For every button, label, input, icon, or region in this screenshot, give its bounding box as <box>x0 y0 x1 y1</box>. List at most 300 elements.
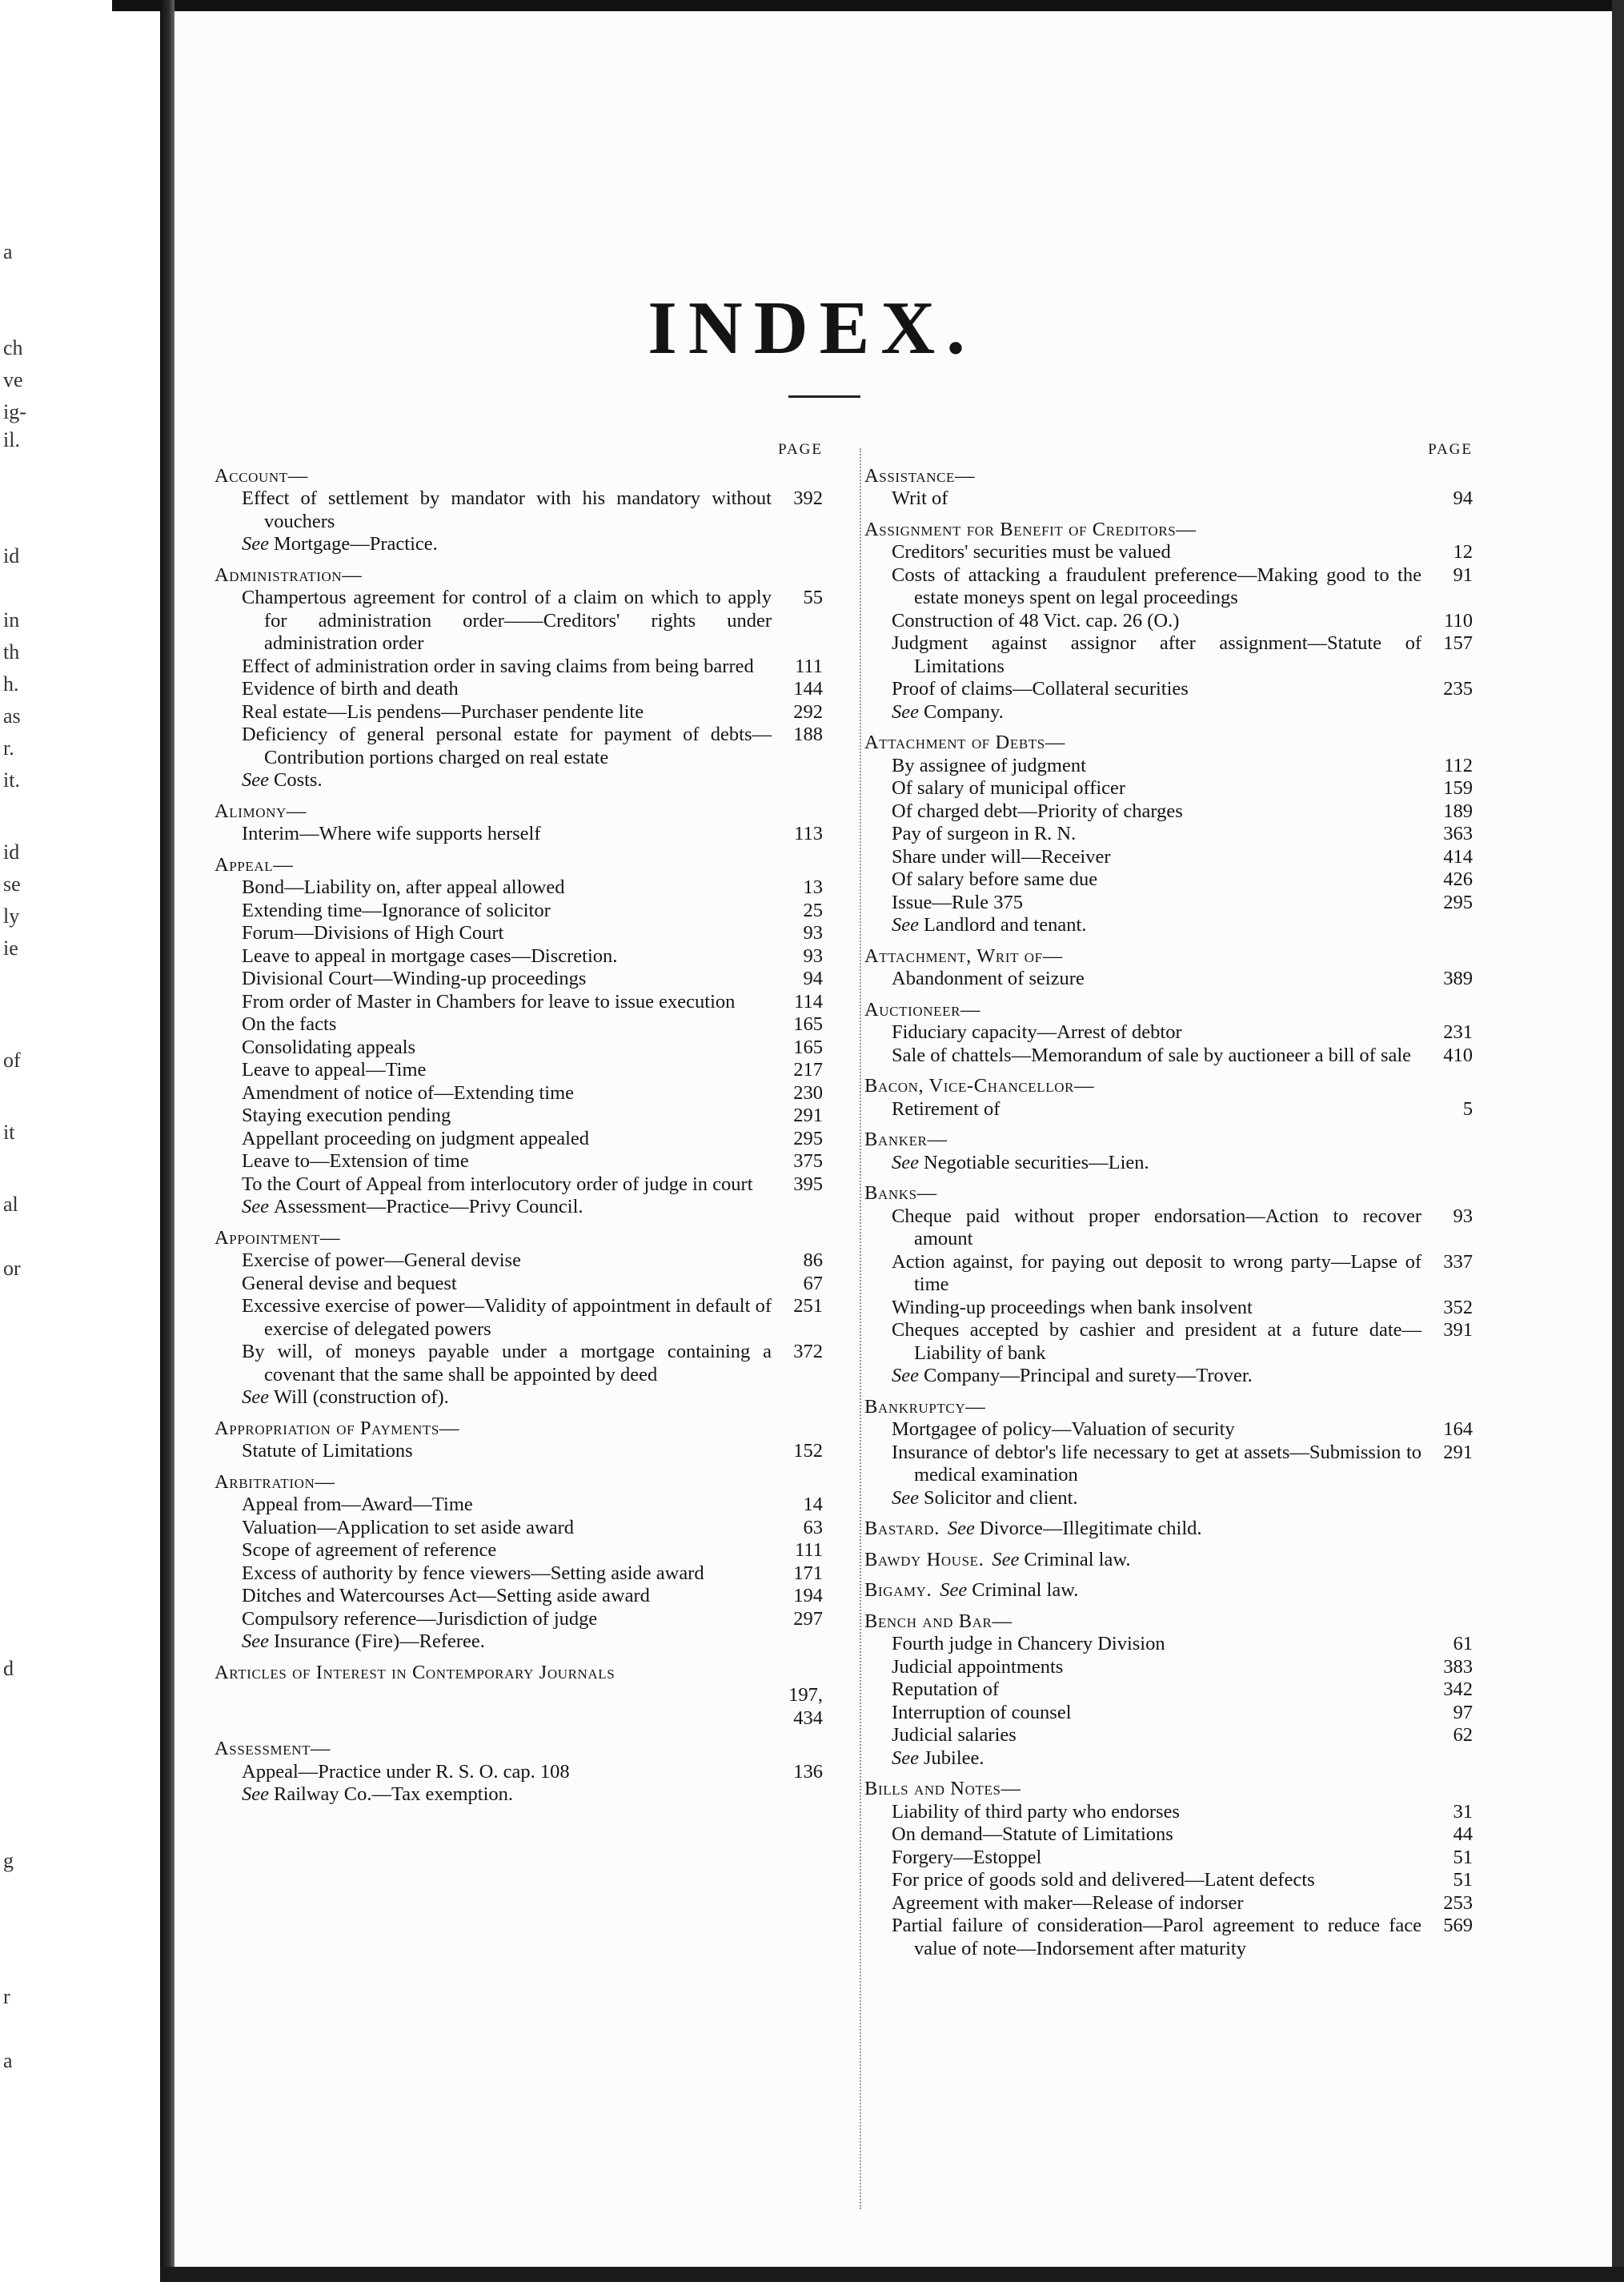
entry-text: By assignee of judgment <box>892 754 1086 776</box>
index-entry <box>864 1251 1473 1297</box>
index-entry <box>215 1249 823 1273</box>
entry-text: Partial failure of consideration—Parol agreement to reduce face value of note—Indorsement after maturity <box>892 1915 1422 1959</box>
entry-page-number: 251 <box>793 1295 823 1317</box>
section-heading: Bacon, Vice-Chancellor— <box>864 1075 1095 1097</box>
entry-page-number: 97 <box>1453 1701 1473 1723</box>
facing-page-fragment: ie <box>3 936 18 960</box>
entry-text: Fiduciary capacity—Arrest of debtor <box>892 1021 1182 1043</box>
entry-text: On the facts <box>242 1013 337 1035</box>
entry-page-number: 86 <box>803 1249 823 1271</box>
section-heading: Bench and Bar— <box>864 1610 1012 1632</box>
entry-page-number: 383 <box>1443 1655 1473 1678</box>
facing-page-fragment: h. <box>3 672 19 696</box>
entry-page-number: 51 <box>1453 1869 1473 1891</box>
index-section <box>864 1549 1473 1572</box>
section-heading: Articles of Interest in Contemporary Journals <box>215 1661 616 1683</box>
entry-page-number: 67 <box>803 1272 823 1294</box>
entry-page-number: 395 <box>793 1173 823 1195</box>
entry-text: Appeal—Practice under R. S. O. cap. 108 <box>242 1760 570 1783</box>
section-heading: Alimony— <box>215 800 307 822</box>
facing-page-fragment: ch <box>3 336 23 359</box>
entry-text: Appellant proceeding on judgment appealed <box>242 1127 590 1149</box>
entry-page-number: 197, 434 <box>788 1684 823 1729</box>
see-reference <box>215 533 823 556</box>
index-entry <box>864 777 1473 800</box>
entry-page-number: 159 <box>1443 777 1473 799</box>
index-entry <box>864 868 1473 892</box>
entry-text: Champertous agreement for control of a claim on which to apply for administration order——Creditors' rights under administration order <box>242 587 772 654</box>
entry-text: Amendment of notice of—Extending time <box>242 1081 575 1104</box>
entry-text: On demand—Statute of Limitations <box>892 1823 1173 1845</box>
entry-text: Effect of settlement by mandator with his mandatory without vouchers <box>242 487 772 532</box>
see-word: See <box>892 914 919 936</box>
index-entry <box>864 1045 1473 1068</box>
entry-text: By will, of moneys payable under a mortgage containing a covenant that the same shall be appointed by deed <box>242 1341 772 1386</box>
entry-text: Cheques accepted by cashier and president at a future date—Liability of bank <box>892 1319 1422 1364</box>
entry-page-number: 61 <box>1453 1633 1473 1654</box>
entry-page-number: 14 <box>803 1494 823 1515</box>
index-entry <box>864 1021 1473 1045</box>
index-section <box>864 1129 1473 1174</box>
entry-text: Deficiency of general personal estate for payment of debts—Contribution portions charged on real estate <box>242 724 772 768</box>
see-word: See <box>947 1518 975 1539</box>
section-heading: Arbitration— <box>215 1470 335 1493</box>
index-entry <box>215 1273 823 1296</box>
facing-page-fragment: r <box>3 1985 10 2008</box>
entry-text: Of salary of municipal officer <box>892 777 1126 799</box>
index-entry <box>864 487 1473 511</box>
entry-text: Scope of agreement of reference <box>242 1539 497 1561</box>
section-heading: Attachment, Writ of— <box>864 944 1063 967</box>
entry-page-number: 63 <box>803 1516 823 1538</box>
see-target: Will (construction of). <box>274 1386 449 1408</box>
entry-text: Abandonment of seizure <box>892 968 1085 989</box>
see-reference <box>864 701 1473 724</box>
index-entry <box>864 755 1473 778</box>
entry-page-number: 94 <box>803 968 823 989</box>
entry-text: Excess of authority by fence viewers—Setting aside award <box>242 1562 704 1584</box>
entry-text: Appeal from—Award—Time <box>242 1494 473 1515</box>
facing-page-fragment: it. <box>3 768 20 792</box>
entry-page-number: 157 <box>1443 632 1473 654</box>
index-entry <box>215 1684 823 1730</box>
entry-page-number: 5 <box>1462 1097 1473 1120</box>
index-entry <box>864 610 1473 633</box>
entry-page-number: 171 <box>793 1562 823 1584</box>
index-entry <box>215 1173 823 1197</box>
entry-page-number: 295 <box>1443 891 1473 913</box>
see-target: Solicitor and client. <box>924 1486 1078 1509</box>
entry-text: Mortgagee of policy—Valuation of security <box>892 1418 1235 1440</box>
index-entry <box>864 1633 1473 1656</box>
entry-text: Bond—Liability on, after appeal allowed <box>242 876 565 898</box>
entry-page-number: 165 <box>793 1013 823 1035</box>
entry-text: Real estate—Lis pendens—Purchaser pendente lite <box>242 700 644 723</box>
entry-page-number: 217 <box>793 1059 823 1081</box>
entry-page-number: 297 <box>793 1607 823 1630</box>
entry-text: Proof of claims—Collateral securities <box>892 678 1189 700</box>
entry-text: Costs of attacking a fraudulent preference—Making good to the estate moneys spent on legal proceedings <box>892 563 1422 608</box>
entry-text: Exercise of power—General devise <box>242 1249 521 1271</box>
entry-text: Winding-up proceedings when bank insolvent <box>892 1296 1253 1318</box>
index-entry <box>215 900 823 923</box>
index-entry <box>215 922 823 945</box>
entry-page-number: 363 <box>1443 823 1473 844</box>
entry-page-number: 189 <box>1443 800 1473 822</box>
entry-text: Fourth judge in Chancery Division <box>892 1633 1165 1654</box>
index-entry <box>215 945 823 969</box>
title-rule <box>788 395 860 398</box>
see-target: Criminal law. <box>1024 1548 1131 1570</box>
index-entry <box>864 1442 1473 1487</box>
see-reference <box>992 1549 1130 1570</box>
entry-text: Action against, for paying out deposit to wrong party—Lapse of time <box>892 1250 1422 1295</box>
entry-text: Agreement with maker—Release of indorser <box>892 1891 1244 1914</box>
entry-page-number: 110 <box>1444 609 1473 632</box>
facing-page-fragment: in <box>3 608 20 632</box>
entry-page-number: 337 <box>1443 1250 1473 1273</box>
entry-text: Judicial salaries <box>892 1724 1017 1746</box>
see-target: Mortgage—Practice. <box>274 533 438 555</box>
see-word: See <box>892 1365 919 1386</box>
entry-text: Retirement of <box>892 1097 1000 1120</box>
entry-text: For price of goods sold and delivered—Latent defects <box>892 1869 1315 1891</box>
index-entry <box>215 1037 823 1060</box>
entry-page-number: 93 <box>803 944 823 967</box>
section-heading: Banks— <box>864 1182 937 1204</box>
index-entry <box>864 823 1473 846</box>
entry-page-number: 55 <box>803 587 823 608</box>
entry-text: Compulsory reference—Jurisdiction of judge <box>242 1607 598 1630</box>
entry-text: Judgment against assignor after assignment—Statute of Limitations <box>892 632 1422 677</box>
entry-page-number: 136 <box>793 1760 823 1783</box>
index-entry <box>215 1539 823 1562</box>
section-heading: Banker— <box>864 1129 948 1150</box>
section-heading: Appropriation of Payments— <box>215 1417 459 1439</box>
entry-text: From order of Master in Chambers for leave to issue execution <box>242 990 736 1013</box>
facing-page-fragment: or <box>3 1257 21 1280</box>
index-entry <box>864 846 1473 869</box>
index-entry <box>864 1801 1473 1824</box>
section-heading: Assessment— <box>215 1738 331 1759</box>
entry-page-number: 426 <box>1443 868 1473 890</box>
see-word: See <box>242 1630 269 1652</box>
section-heading: Bastard. <box>864 1518 940 1539</box>
entry-text: Issue—Rule 375 <box>892 891 1023 913</box>
entry-page-number: 253 <box>1443 1891 1473 1914</box>
section-heading: Appeal— <box>215 853 294 876</box>
see-word: See <box>940 1579 968 1601</box>
index-entry <box>864 632 1473 678</box>
left-column <box>215 439 823 1815</box>
page-top-edge <box>112 0 1624 11</box>
index-entry <box>215 678 823 701</box>
see-target: Company—Principal and surety—Trover. <box>924 1365 1253 1386</box>
see-reference <box>215 1783 823 1807</box>
index-entry <box>864 1823 1473 1847</box>
index-section <box>215 465 823 556</box>
facing-page-fragment: ve <box>3 368 23 391</box>
index-entry <box>215 587 823 656</box>
index-entry <box>215 1440 823 1463</box>
entry-page-number: 93 <box>803 922 823 944</box>
index-title: INDEX. <box>648 287 976 370</box>
page-column-label: PAGE <box>1428 441 1473 458</box>
section-heading: Account— <box>215 464 308 487</box>
see-target: Railway Co.—Tax exemption. <box>274 1783 514 1805</box>
entry-page-number: 392 <box>793 487 823 509</box>
entry-text: Excessive exercise of power—Validity of appointment in default of exercise of delegated powers <box>242 1295 772 1340</box>
entry-page-number: 389 <box>1443 968 1473 989</box>
index-entry <box>864 1205 1473 1251</box>
see-reference <box>948 1518 1202 1539</box>
see-target: Company. <box>924 700 1004 723</box>
section-heading: Assignment for Benefit of Creditors— <box>864 518 1197 540</box>
index-section <box>864 999 1473 1068</box>
see-reference <box>864 914 1473 937</box>
index-entry <box>864 1319 1473 1365</box>
see-target: Negotiable securities—Lien. <box>924 1151 1149 1173</box>
index-section <box>215 564 823 792</box>
entry-text: Insurance of debtor's life necessary to get at assets—Submission to medical examination <box>892 1441 1422 1486</box>
entry-text: Leave to appeal—Time <box>242 1059 427 1081</box>
index-entry <box>215 1105 823 1128</box>
entry-text: Of charged debt—Priority of charges <box>892 800 1183 822</box>
entry-text: Creditors' securities must be valued <box>892 541 1171 563</box>
section-heading: Bawdy House. <box>864 1548 984 1570</box>
section-heading: Auctioneer— <box>864 998 981 1021</box>
entry-page-number: 13 <box>803 876 823 898</box>
see-reference <box>864 1152 1473 1175</box>
entry-page-number: 414 <box>1443 845 1473 868</box>
entry-text: Ditches and Watercourses Act—Setting aside award <box>242 1585 650 1606</box>
entry-text: Forgery—Estoppel <box>892 1846 1042 1868</box>
index-entry <box>215 1150 823 1173</box>
see-target: Landlord and tenant. <box>924 914 1087 936</box>
index-entry <box>215 656 823 679</box>
see-reference <box>864 1487 1473 1510</box>
see-word: See <box>242 769 269 791</box>
index-entry <box>215 1128 823 1151</box>
see-target: Criminal law. <box>972 1579 1079 1601</box>
entry-page-number: 230 <box>793 1081 823 1104</box>
page-column-label: PAGE <box>778 441 823 458</box>
entry-page-number: 188 <box>793 724 823 745</box>
index-entry <box>864 1297 1473 1320</box>
entry-text: Reputation of <box>892 1678 1000 1700</box>
index-entry <box>864 1915 1473 1960</box>
see-word: See <box>892 700 919 723</box>
facing-page-fragment: as <box>3 704 21 728</box>
index-entry <box>864 678 1473 701</box>
entry-page-number: 152 <box>793 1440 823 1462</box>
entry-page-number: 569 <box>1443 1915 1473 1936</box>
entry-text: Evidence of birth and death <box>242 678 459 700</box>
index-entry <box>215 968 823 991</box>
entry-page-number: 114 <box>794 990 823 1013</box>
facing-page-fragment: ig- <box>3 400 26 423</box>
index-entry <box>215 1295 823 1341</box>
index-entry <box>864 1678 1473 1702</box>
index-section <box>864 1579 1473 1602</box>
entry-page-number: 194 <box>793 1585 823 1606</box>
facing-page-fragment: r. <box>3 736 14 760</box>
entry-page-number: 410 <box>1443 1044 1473 1066</box>
see-word: See <box>242 533 269 555</box>
index-entry <box>215 1608 823 1631</box>
index-entry <box>215 1585 823 1608</box>
page-bottom-edge <box>160 2267 1624 2282</box>
section-heading: Bankruptcy— <box>864 1395 986 1418</box>
entry-text: Staying execution pending <box>242 1105 451 1126</box>
see-reference <box>215 769 823 792</box>
entry-page-number: 235 <box>1443 678 1473 700</box>
entry-page-number: 112 <box>1444 754 1473 776</box>
index-section <box>864 732 1473 937</box>
see-word: See <box>242 1196 269 1217</box>
section-heading: Bills and Notes— <box>864 1778 1021 1799</box>
entry-page-number: 292 <box>793 700 823 723</box>
see-target: Costs. <box>274 769 323 791</box>
entry-page-number: 164 <box>1443 1418 1473 1440</box>
index-entry <box>864 1098 1473 1121</box>
entry-page-number: 91 <box>1453 563 1473 586</box>
entry-text: Judicial appointments <box>892 1655 1064 1678</box>
entry-text: Statute of Limitations <box>242 1440 413 1462</box>
see-reference <box>215 1196 823 1219</box>
entry-page-number: 25 <box>803 899 823 921</box>
entry-text: Cheque paid without proper endorsation—Action to recover amount <box>892 1205 1422 1249</box>
index-section <box>864 519 1473 724</box>
entry-page-number: 12 <box>1453 541 1473 563</box>
entry-page-number: 375 <box>793 1150 823 1172</box>
facing-page-fragment: a <box>3 2049 13 2072</box>
entry-text: To the Court of Appeal from interlocutory order of judge in court <box>242 1173 753 1195</box>
index-section <box>864 1518 1473 1541</box>
entry-page-number: 231 <box>1443 1021 1473 1043</box>
index-entry <box>864 1892 1473 1915</box>
index-entry <box>864 1847 1473 1870</box>
index-section <box>215 1738 823 1807</box>
entry-page-number: 372 <box>793 1341 823 1362</box>
entry-page-number: 295 <box>793 1127 823 1149</box>
entry-page-number: 342 <box>1443 1678 1473 1700</box>
entry-text: Leave to—Extension of time <box>242 1150 469 1172</box>
index-section <box>215 1662 823 1731</box>
facing-page-fragment: of <box>3 1049 21 1072</box>
index-section <box>864 1075 1473 1121</box>
see-word: See <box>992 1548 1020 1570</box>
index-entry <box>215 487 823 533</box>
entry-text: Sale of chattels—Memorandum of sale by auctioneer a bill of sale <box>892 1044 1412 1066</box>
index-entry <box>215 1013 823 1037</box>
see-word: See <box>892 1747 919 1769</box>
facing-page-fragment: il. <box>3 428 20 451</box>
facing-page-fragment: a <box>3 240 13 263</box>
entry-text: Forum—Divisions of High Court <box>242 922 504 944</box>
facing-page-fragment: al <box>3 1193 18 1216</box>
index-entry <box>864 1656 1473 1679</box>
facing-page-fragment: se <box>3 872 21 896</box>
index-section <box>864 1778 1473 1960</box>
index-entry <box>215 1082 823 1105</box>
entry-text: Leave to appeal in mortgage cases—Discretion. <box>242 944 618 967</box>
entry-text: Divisional Court—Winding-up proceedings <box>242 968 587 989</box>
see-target: Divorce—Illegitimate child. <box>979 1518 1202 1539</box>
entry-text: General devise and bequest <box>242 1272 457 1294</box>
index-section <box>215 1471 823 1654</box>
entry-page-number: 111 <box>795 1539 823 1561</box>
entry-page-number: 31 <box>1453 1800 1473 1823</box>
index-entry <box>864 1869 1473 1892</box>
index-section <box>864 1610 1473 1771</box>
section-heading: Administration— <box>215 563 363 586</box>
entry-page-number: 51 <box>1453 1846 1473 1868</box>
section-heading: Bigamy. <box>864 1579 932 1601</box>
index-entry <box>215 1341 823 1386</box>
index-entry <box>864 968 1473 991</box>
see-reference <box>864 1747 1473 1771</box>
index-entry <box>215 1562 823 1586</box>
section-heading: Attachment of Debts— <box>864 732 1065 753</box>
facing-page-fragment: it <box>3 1121 15 1144</box>
entry-page-number: 165 <box>793 1036 823 1058</box>
entry-page-number: 291 <box>1443 1441 1473 1463</box>
entry-page-number: 144 <box>793 678 823 700</box>
see-reference <box>215 1386 823 1410</box>
entry-page-number: 93 <box>1453 1205 1473 1227</box>
index-entry <box>864 1702 1473 1725</box>
index-section <box>864 1396 1473 1510</box>
section-heading: Appointment— <box>215 1226 341 1249</box>
entry-text: Liability of third party who endorses <box>892 1800 1180 1823</box>
entry-page-number: 44 <box>1453 1823 1473 1845</box>
entry-page-number: 291 <box>793 1105 823 1126</box>
index-section <box>215 1227 823 1410</box>
entry-text: Valuation—Application to set aside award <box>242 1516 575 1538</box>
see-reference <box>940 1579 1078 1601</box>
see-reference <box>864 1365 1473 1388</box>
index-entry <box>215 876 823 900</box>
see-target: Insurance (Fire)—Referee. <box>274 1630 485 1652</box>
index-entry <box>864 564 1473 610</box>
index-section <box>864 945 1473 991</box>
entry-page-number: 62 <box>1453 1724 1473 1746</box>
index-entry <box>215 701 823 724</box>
see-word: See <box>892 1151 919 1173</box>
facing-page-fragment: g <box>3 1849 14 1872</box>
entry-text: Interruption of counsel <box>892 1701 1072 1723</box>
see-reference <box>215 1630 823 1654</box>
index-entry <box>215 991 823 1014</box>
see-word: See <box>242 1783 269 1805</box>
entry-text: Construction of 48 Vict. cap. 26 (O.) <box>892 609 1180 632</box>
see-word: See <box>242 1386 269 1408</box>
facing-page-fragment: th <box>3 640 20 664</box>
index-entry <box>215 1761 823 1784</box>
facing-page-fragment: ly <box>3 904 20 928</box>
index-entry <box>864 892 1473 915</box>
entry-text: Pay of surgeon in R. N. <box>892 823 1077 844</box>
index-entry <box>864 800 1473 824</box>
see-word: See <box>892 1486 919 1509</box>
index-entry <box>215 1494 823 1517</box>
index-section <box>215 1418 823 1463</box>
column-separator <box>860 448 862 2209</box>
see-target: Assessment—Practice—Privy Council. <box>274 1196 583 1217</box>
index-entry <box>864 1418 1473 1442</box>
index-entry <box>215 823 823 846</box>
